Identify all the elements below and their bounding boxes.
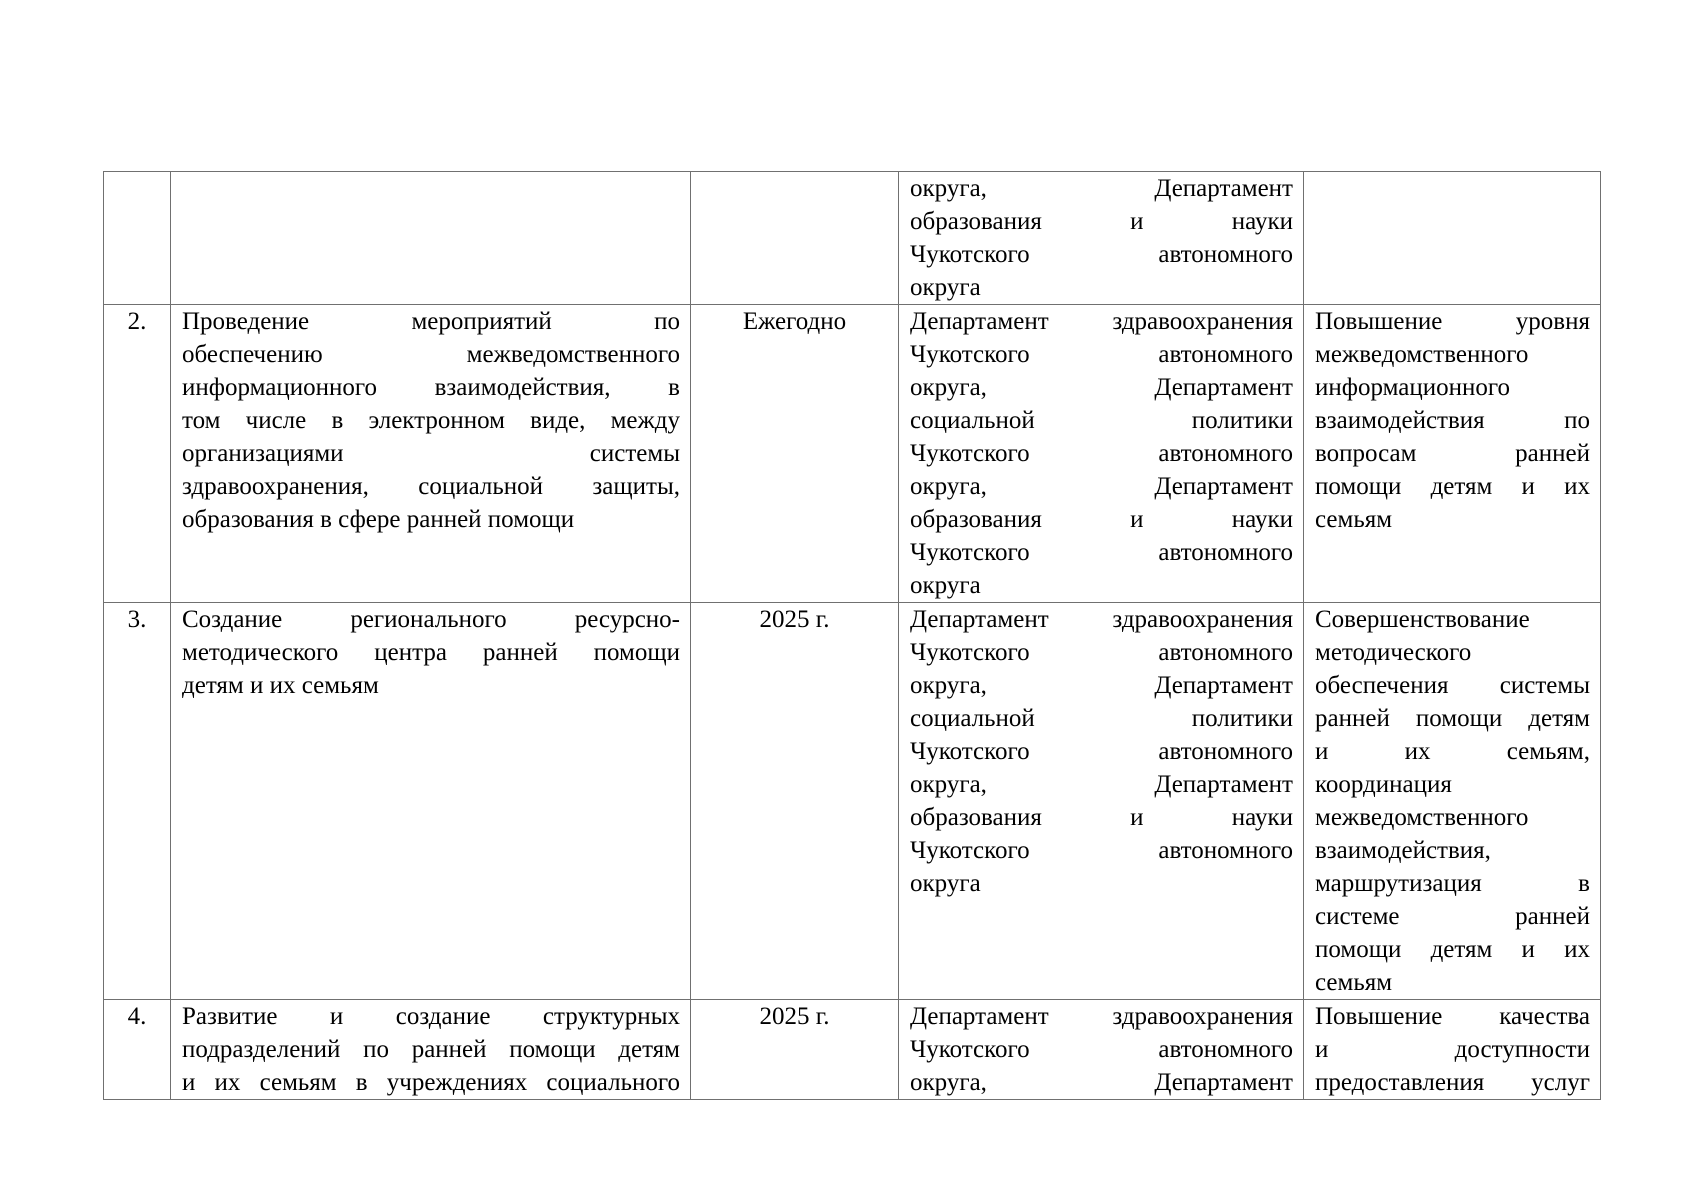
text-line: Чукотского автономного bbox=[910, 837, 1293, 864]
row-number bbox=[104, 172, 171, 305]
measure-description bbox=[171, 305, 691, 603]
text-line: Повышение уровня bbox=[1315, 308, 1590, 335]
text-line: Проведение мероприятий по bbox=[182, 308, 680, 335]
text-line: образования в сфере ранней помощи bbox=[182, 506, 575, 533]
text-line: социальной политики bbox=[910, 705, 1293, 732]
text-line: социальной политики bbox=[910, 407, 1293, 434]
measure-result bbox=[1304, 1000, 1601, 1100]
measure-result bbox=[1304, 172, 1601, 305]
text-line: Департамент здравоохранения bbox=[910, 606, 1293, 633]
text-line: маршрутизация в bbox=[1315, 870, 1590, 897]
text-line: округа, Департамент bbox=[910, 175, 1293, 202]
text-line: ранней помощи детям bbox=[1315, 705, 1590, 732]
text-line: межведомственного bbox=[1315, 341, 1529, 368]
measure-description bbox=[171, 172, 691, 305]
text-line: Чукотского автономного bbox=[910, 738, 1293, 765]
text-line: Развитие и создание структурных bbox=[182, 1003, 680, 1030]
measure-responsible bbox=[899, 603, 1304, 1000]
text-line: вопросам ранней bbox=[1315, 440, 1590, 467]
text-line: обеспечения системы bbox=[1315, 672, 1590, 699]
text-line: Создание регионального ресурсно- bbox=[182, 606, 680, 633]
table-row bbox=[104, 172, 1601, 305]
text-line: организациями системы bbox=[182, 440, 680, 467]
text-line: предоставления услуг bbox=[1315, 1069, 1590, 1096]
text-line: Чукотского автономного bbox=[910, 440, 1293, 467]
measure-term bbox=[691, 172, 899, 305]
measure-term: 2025 г. bbox=[691, 603, 899, 1000]
text-line: округа bbox=[910, 870, 981, 897]
text-line: Чукотского автономного bbox=[910, 639, 1293, 666]
row-number: 4. bbox=[104, 1000, 171, 1100]
text-line: Совершенствование bbox=[1315, 606, 1530, 633]
measure-description bbox=[171, 1000, 691, 1100]
text-line: образования и науки bbox=[910, 804, 1293, 831]
text-line: координация bbox=[1315, 771, 1452, 798]
text-line: взаимодействия по bbox=[1315, 407, 1590, 434]
row-number: 2. bbox=[104, 305, 171, 603]
text-line: помощи детям и их bbox=[1315, 936, 1590, 963]
text-line: и доступности bbox=[1315, 1036, 1590, 1063]
text-line: округа, Департамент bbox=[910, 473, 1293, 500]
row-number: 3. bbox=[104, 603, 171, 1000]
table-row bbox=[104, 305, 1601, 603]
text-line: Повышение качества bbox=[1315, 1003, 1590, 1030]
text-line: и их семьям в учреждениях социального bbox=[182, 1069, 680, 1096]
text-line: подразделений по ранней помощи детям bbox=[182, 1036, 680, 1063]
text-line: детям и их семьям bbox=[182, 672, 379, 699]
table-row bbox=[104, 1000, 1601, 1100]
measure-description bbox=[171, 603, 691, 1000]
text-line: округа bbox=[910, 274, 981, 301]
measure-responsible bbox=[899, 305, 1304, 603]
measure-result bbox=[1304, 305, 1601, 603]
measure-term: Ежегодно bbox=[691, 305, 899, 603]
text-line: и их семьям, bbox=[1315, 738, 1590, 765]
text-line: Чукотского автономного bbox=[910, 1036, 1293, 1063]
text-line: округа, Департамент bbox=[910, 771, 1293, 798]
text-line: округа bbox=[910, 572, 981, 599]
text-line: методического центра ранней помощи bbox=[182, 639, 680, 666]
text-line: семьям bbox=[1315, 969, 1393, 996]
text-line: системе ранней bbox=[1315, 903, 1590, 930]
text-line: межведомственного bbox=[1315, 804, 1529, 831]
text-line: Чукотского автономного bbox=[910, 241, 1293, 268]
text-line: обеспечению межведомственного bbox=[182, 341, 680, 368]
text-line: Департамент здравоохранения bbox=[910, 308, 1293, 335]
measures-table bbox=[103, 171, 1601, 1100]
measure-responsible bbox=[899, 1000, 1304, 1100]
text-line: образования и науки bbox=[910, 208, 1293, 235]
text-line: образования и науки bbox=[910, 506, 1293, 533]
text-line: информационного взаимодействия, в bbox=[182, 374, 680, 401]
text-line: Департамент здравоохранения bbox=[910, 1003, 1293, 1030]
text-line: Чукотского автономного bbox=[910, 539, 1293, 566]
text-line: семьям bbox=[1315, 506, 1393, 533]
text-line: здравоохранения, социальной защиты, bbox=[182, 473, 680, 500]
text-line: округа, Департамент bbox=[910, 1069, 1293, 1096]
text-line: взаимодействия, bbox=[1315, 837, 1491, 864]
text-line: округа, Департамент bbox=[910, 374, 1293, 401]
measure-result bbox=[1304, 603, 1601, 1000]
text-line: том числе в электронном виде, между bbox=[182, 407, 680, 434]
measure-responsible bbox=[899, 172, 1304, 305]
measure-term: 2025 г. bbox=[691, 1000, 899, 1100]
text-line: информационного bbox=[1315, 374, 1510, 401]
text-line: Чукотского автономного bbox=[910, 341, 1293, 368]
text-line: помощи детям и их bbox=[1315, 473, 1590, 500]
table-row bbox=[104, 603, 1601, 1000]
text-line: методического bbox=[1315, 639, 1472, 666]
text-line: округа, Департамент bbox=[910, 672, 1293, 699]
